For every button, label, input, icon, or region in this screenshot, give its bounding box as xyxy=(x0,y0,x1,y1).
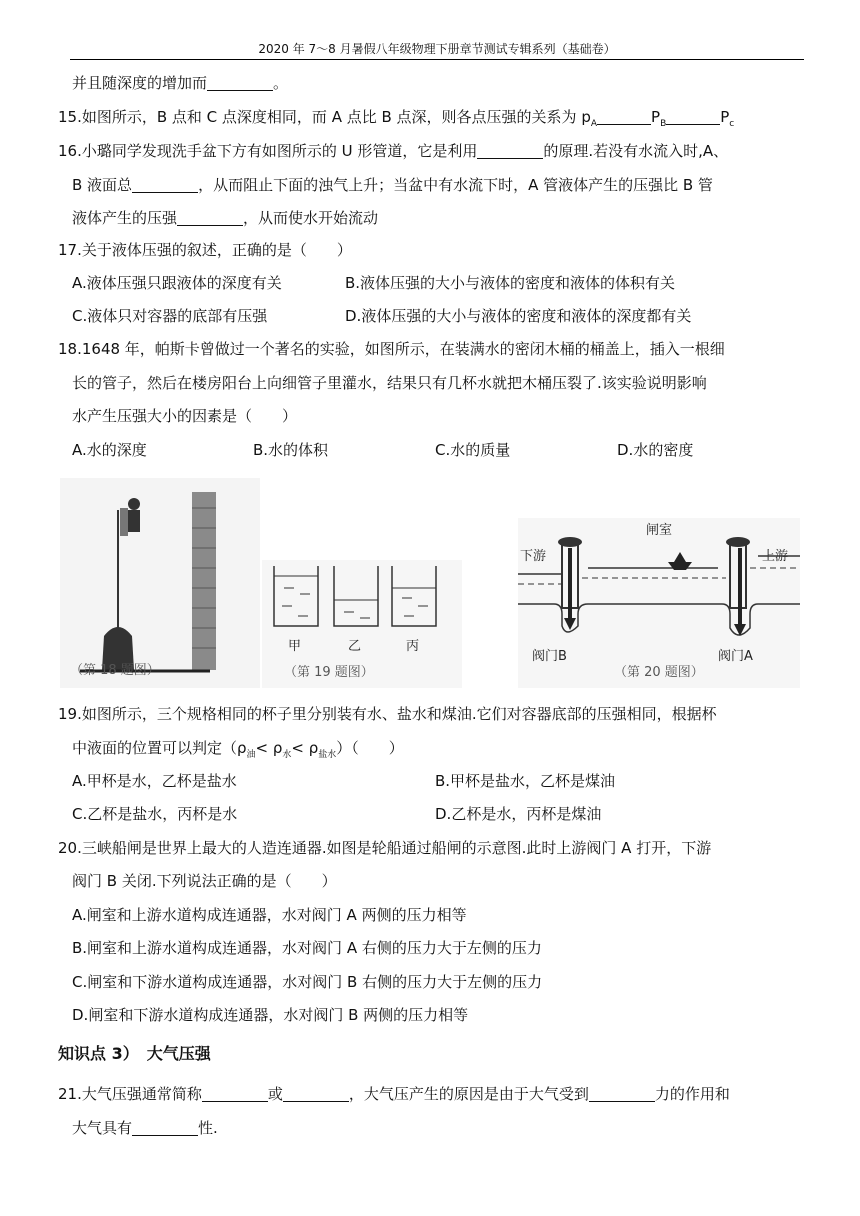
option-c: C.水的质量 xyxy=(435,441,511,459)
option-c: C.液体只对容器的底部有压强 xyxy=(72,307,268,325)
section-title: 知识点 3） 大气压强 xyxy=(58,1044,211,1063)
figure-19-caption: （第 19 题图） xyxy=(284,665,374,680)
option-a: A.闸室和上游水道构成连通器，水对阀门 A 两侧的压力相等 xyxy=(72,906,467,924)
page-header: 2020 年 7～8 月暑假八年级物理下册章节测试专辑系列（基础卷） xyxy=(258,42,616,56)
option-a: A.水的深度 xyxy=(72,441,147,459)
option-b: B.水的体积 xyxy=(253,441,329,459)
figure-20 xyxy=(518,518,800,688)
answer-blank xyxy=(177,209,243,226)
upstream-label: 上游 xyxy=(762,549,789,564)
answer-blank xyxy=(207,74,273,91)
question-18-line-1: 18.1648 年，帕斯卡曾做过一个著名的实验，如图所示，在装满水的密闭木桶的桶盖上，插入一根细 xyxy=(58,340,725,358)
answer-blank xyxy=(132,176,198,193)
question-19-line-1: 19.如图所示，三个规格相同的杯子里分别装有水、盐水和煤油.它们对容器底部的压强相同，根据杯 xyxy=(58,705,717,723)
cup-label-yi: 乙 xyxy=(348,639,362,654)
option-d: D.水的密度 xyxy=(617,441,694,459)
question-16-line-3: 液体产生的压强 ，从而使水开始流动 xyxy=(72,209,379,227)
question-16-line-2: B 液面总 ，从而阻止下面的浊气上升；当盆中有水流下时，A 管液体产生的压强比 B 管 xyxy=(72,176,713,194)
question-20-line-2: 阀门 B 关闭.下列说法正确的是（ ） xyxy=(72,872,337,890)
answer-blank xyxy=(597,108,651,125)
valve-a-label: 阀门A xyxy=(718,649,753,664)
option-b: B.闸室和上游水道构成连通器，水对阀门 A 右侧的压力大于左侧的压力 xyxy=(72,939,542,957)
option-d: D.液体压强的大小与液体的密度和液体的深度都有关 xyxy=(345,307,692,325)
question-21-line-2: 大气具有 性. xyxy=(72,1119,218,1137)
figure-18-caption: （第 18 题图） xyxy=(70,663,160,678)
q14-tail: 并且随深度的增加而 。 xyxy=(72,74,289,92)
question-21-line-1: 21.大气压强通常简称 或 ，大气压产生的原因是由于大气受到 力的作用和 xyxy=(58,1085,730,1103)
downstream-label: 下游 xyxy=(520,549,547,564)
question-18-line-3: 水产生压强大小的因素是（ ） xyxy=(72,407,298,425)
option-b: B.甲杯是盐水，乙杯是煤油 xyxy=(435,772,616,790)
figure-18 xyxy=(60,478,260,688)
question-20-line-1: 20.三峡船闸是世界上最大的人造连通器.如图是轮船通过船闸的示意图.此时上游阀门 A 打开，下游 xyxy=(58,839,712,857)
option-a: A.液体压强只跟液体的深度有关 xyxy=(72,274,282,292)
option-d: D.闸室和下游水道构成连通器，水对阀门 B 两侧的压力相等 xyxy=(72,1006,469,1024)
option-c: C.闸室和下游水道构成连通器，水对阀门 B 右侧的压力大于左侧的压力 xyxy=(72,973,543,991)
answer-blank xyxy=(132,1119,198,1136)
question-16-line-1: 16.小璐同学发现洗手盆下方有如图所示的 U 形管道，它是利用 的原理.若没有水流入时,A、 xyxy=(58,142,729,160)
answer-blank xyxy=(202,1085,268,1102)
figure-19 xyxy=(262,560,462,688)
figure-20-caption: （第 20 题图） xyxy=(614,665,704,680)
lock-chamber-label: 闸室 xyxy=(646,523,673,538)
header-rule xyxy=(70,59,804,60)
answer-blank xyxy=(283,1085,349,1102)
valve-b-label: 阀门B xyxy=(532,649,567,664)
cup-label-jia: 甲 xyxy=(288,639,302,654)
answer-blank xyxy=(666,108,720,125)
question-17-stem: 17.关于液体压强的叙述，正确的是（ ） xyxy=(58,241,352,259)
answer-blank xyxy=(477,142,543,159)
option-b: B.液体压强的大小与液体的密度和液体的体积有关 xyxy=(345,274,676,292)
cup-label-bing: 丙 xyxy=(406,639,420,654)
question-15: 15.如图所示，B 点和 C 点深度相同，而 A 点比 B 点深，则各点压强的关系为 $p_A$ $P_B$ $P_c$ xyxy=(58,108,735,129)
answer-blank xyxy=(589,1085,655,1102)
option-a: A.甲杯是水，乙杯是盐水 xyxy=(72,772,237,790)
question-19-line-2: 中液面的位置可以判定$(\rho_油< \rho_水< \rho_{盐水})$（ ） xyxy=(72,739,404,760)
option-d: D.乙杯是水，丙杯是煤油 xyxy=(435,805,602,823)
question-18-line-2: 长的管子，然后在楼房阳台上向细管子里灌水，结果只有几杯水就把木桶压裂了.该实验说明影响 xyxy=(72,374,707,392)
option-c: C.乙杯是盐水，丙杯是水 xyxy=(72,805,238,823)
